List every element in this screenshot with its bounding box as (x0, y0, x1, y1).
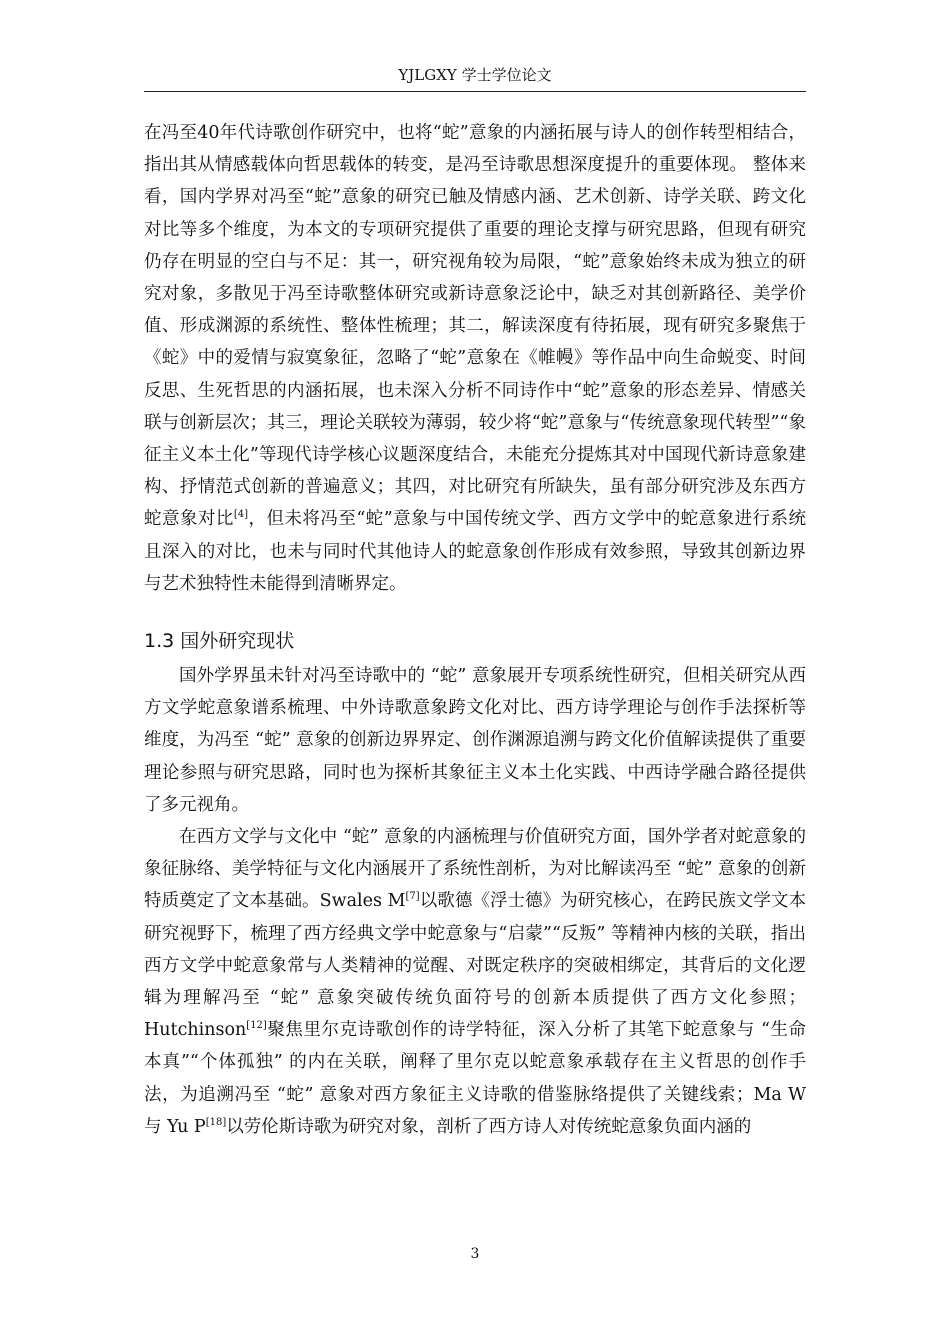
citation-ref: [4] (233, 509, 249, 521)
paragraph-text: 在西方文学与文化中 “蛇” 意象的内涵梳理与价值研究方面，国外学者对蛇意象的象征脉络、美学特征与文化内涵展开了系统性剖析，为对比解读冯至 “蛇” 意象的创新特质奠定了文本基础。Swales M (144, 827, 806, 912)
paragraph-text: 聚焦里尔克诗歌创作的诗学特征，深入分析了其笔下蛇意象与 “生命本真”“个体孤独” 的内在关联，阐释了里尔克以蛇意象承载存在主义哲思的创作手法，为追溯冯至 “蛇” 意象对西方象征主义诗歌的借鉴脉络提供了关键线索；Ma W 与 Yu P (144, 1020, 806, 1137)
paragraph-text: 国外学界虽未针对冯至诗歌中的 “蛇” 意象展开专项系统性研究，但相关研究从西方文学蛇意象谱系梳理、中外诗歌意象跨文化对比、西方诗学理论与创作手法探析等维度，为冯至 “蛇” 意象的创新边界界定、创作渊源追溯与跨文化价值解读提供了重要理论参照与研究思路，同时也为探析其象征主义本土化实践、中西诗学融合路径提供了多元视角。 (144, 666, 806, 815)
paragraph-text: 以劳伦斯诗歌为研究对象，剖析了西方诗人对传统蛇意象负面内涵的 (226, 1116, 752, 1137)
paragraph-text: ，但未将冯至“蛇”意象与中国传统文学、西方文学中的蛇意象进行系统且深入的对比，也未与同时代其他诗人的蛇意象创作形成有效参照，导致其创新边界与艺术独特性未能得到清晰界定。 (144, 509, 806, 594)
document-body (144, 117, 806, 1143)
citation-ref: [12] (246, 1020, 267, 1032)
paragraph-text: 在冯至40年代诗歌创作研究中，也将“蛇”意象的内涵拓展与诗人的创作转型相结合，指出其从情感载体向哲思载体的转变，是冯至诗歌思想深度提升的重要体现。 整体来看，国内学界对冯至“蛇”意象的研究已触及情感内涵、艺术创新、诗学关联、跨文化对比等多个维度，为本文的专项研究提供了重要的理论支撑与研究思路，但现有研究仍存在明显的空白与不足：其一，研究视角较为局限，“蛇”意象始终未成为独立的研究对象，多散见于冯至诗歌整体研究或新诗意象泛论中，缺乏对其创新路径、美学价值、形成渊源的系统性、整体性梳理；其二，解读深度有待拓展，现有研究多聚焦于《蛇》中的爱情与寂寞象征，忽略了“蛇”意象在《帷幔》等作品中向生命蜕变、时间反思、生死哲思的内涵拓展，也未深入分析不同诗作中“蛇”意象的形态差异、情感关联与创新层次；其三，理论关联较为薄弱，较少将“蛇”意象与“传统意象现代转型”“象征主义本土化”等现代诗学核心议题深度结合，未能充分提炼其对中国现代新诗意象建构、抒情范式创新的普遍意义；其四，对比研究有所缺失，虽有部分研究涉及东西方蛇意象对比 (144, 123, 806, 530)
paragraph-foreign-overview (144, 660, 806, 821)
running-header: YJLGXY 学士学位论文 (398, 66, 552, 84)
paragraph-domestic-summary (144, 117, 806, 600)
paragraph-text: 以歌德《浮士德》为研究核心，在跨民族文学文本研究视野下，梳理了西方经典文学中蛇意象与“启蒙”“反叛” 等精神内核的关联，指出西方文学中蛇意象常与人类精神的觉醒、对既定秩序的突破相绑定，其背后的文化逻辑为理解冯至 “蛇” 意象突破传统负面符号的创新本质提供了西方文化参照；Hutchinson (144, 891, 806, 1041)
citation-ref: [7] (405, 891, 420, 903)
section-heading: 1.3 国外研究现状 (144, 630, 295, 653)
page-number: 3 (470, 1246, 480, 1262)
header-divider (144, 91, 806, 92)
paragraph-western-snake-imagery (144, 821, 806, 1143)
citation-ref: [18] (205, 1117, 227, 1129)
